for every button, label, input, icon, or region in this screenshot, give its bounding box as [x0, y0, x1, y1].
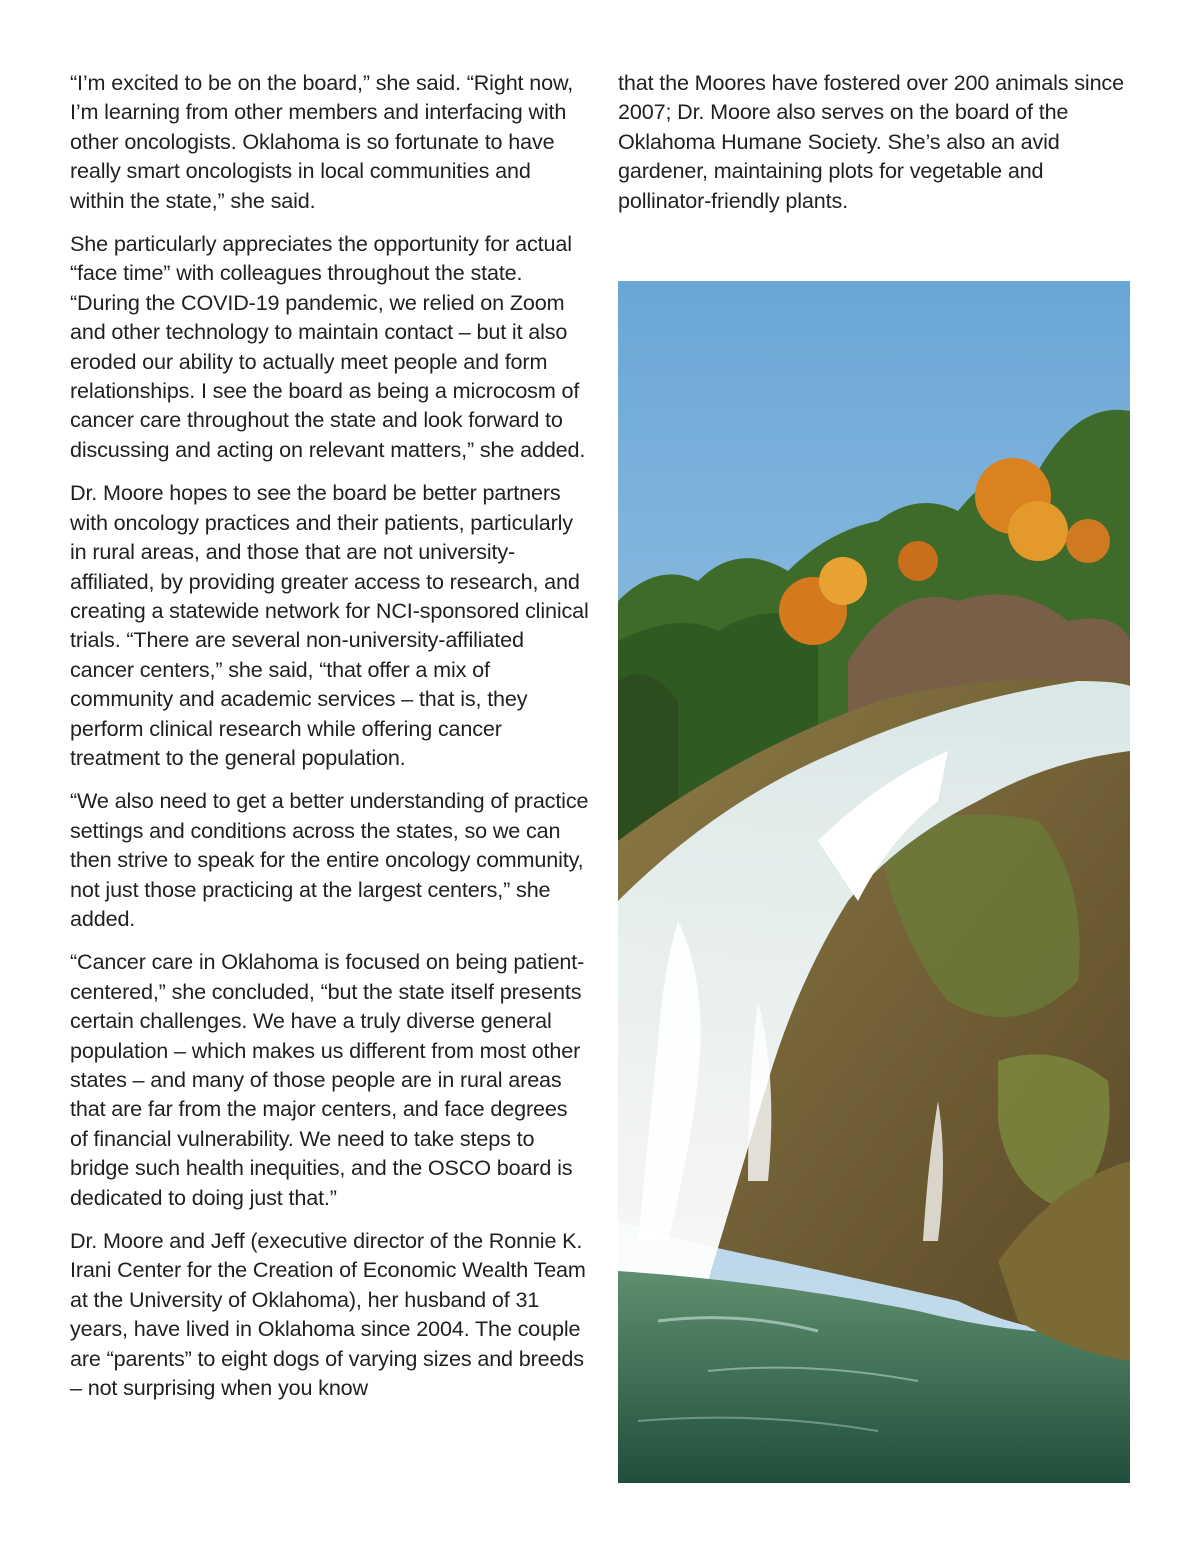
- paragraph-4: “We also need to get a better understanding of practice settings and conditions across the states, so we can then strive to speak for the entire oncology community, not just those practicing at the largest centers,” she added.: [70, 788, 589, 931]
- left-column: [70, 68, 590, 1416]
- paragraph-2: She particularly appreciates the opportunity for actual “face time” with colleagues throughout the state. “During the COVID-19 pandemic, we relied on Zoom and other technology to maintain contact – but it also eroded our ability to actually meet people and form relationships. I see the board as being a microcosm of cancer care throughout the state and look forward to discussing and acting on relevant matters,” she added.: [70, 231, 586, 462]
- paragraph-7: that the Moores have fostered over 200 animals since 2007; Dr. Moore also serves on the board of the Oklahoma Humane Society. She’s also an avid gardener, maintaining plots for vegetable and pollinator-friendly plants.: [618, 70, 1124, 213]
- waterfall-photo: [618, 281, 1130, 1483]
- paragraph-6: Dr. Moore and Jeff (executive director of the Ronnie K. Irani Center for the Creation of Economic Wealth Team at the University of Oklahoma), her husband of 31 years, have lived in Oklahoma since 2004. The couple are “parents” to eight dogs of varying sizes and breeds – not surprising when you know: [70, 1228, 586, 1401]
- right-column: [618, 68, 1133, 229]
- paragraph-1: “I’m excited to be on the board,” she said. “Right now, I’m learning from other members and interfacing with other oncologists. Oklahoma is so fortunate to have really smart oncologists in local communities and within the state,” she said.: [70, 70, 574, 213]
- waterfall-illustration: [618, 281, 1130, 1483]
- paragraph-3: Dr. Moore hopes to see the board be better partners with oncology practices and their patients, particularly in rural areas, and those that are not university-affiliated, by providing greater access to research, and creating a statewide network for NCI-sponsored clinical trials. “There are several non-university-affiliated cancer centers,” she said, “that offer a mix of community and academic services – that is, they perform clinical research while offering cancer treatment to the general population.: [70, 480, 589, 770]
- paragraph-5: “Cancer care in Oklahoma is focused on being patient-centered,” she concluded, “but the state itself presents certain challenges. We have a truly diverse general population – which makes us different from most other states – and many of those people are in rural areas that are far from the major centers, and face degrees of financial vulnerability. We need to take steps to bridge such health inequities, and the OSCO board is dedicated to doing just that.”: [70, 949, 585, 1210]
